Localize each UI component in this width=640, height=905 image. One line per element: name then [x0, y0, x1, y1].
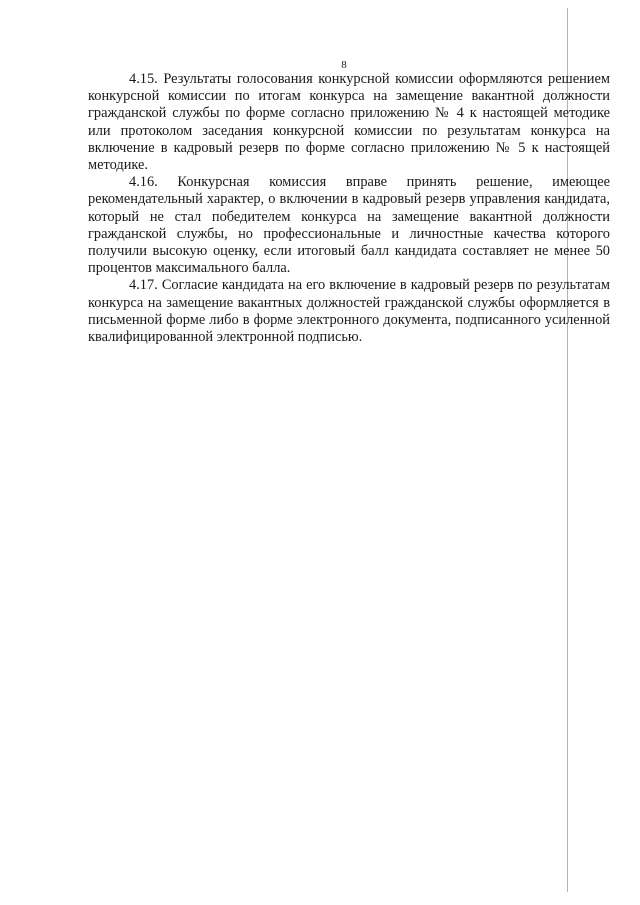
- document-body: [88, 71, 610, 346]
- paragraph-4-17: 4.17. Согласие кандидата на его включение в кадровый резерв по результатам конкурса на замещение вакантных должностей гражданской службы оформляется в письменной форме либо в форме электронного документа, подписанного усиленной квалифицированной электронной подписью.: [88, 277, 610, 346]
- paragraph-4-15: 4.15. Результаты голосования конкурсной комиссии оформляются решением конкурсной комиссии по итогам конкурса на замещение вакантной должности гражданской службы по форме согласно приложению № 4 к настоящей методике или протоколом заседания конкурсной комиссии по результатам конкурса на включение в кадровый резерв по форме согласно приложению № 5 к настоящей методике.: [88, 71, 610, 174]
- paragraph-4-16: 4.16. Конкурсная комиссия вправе принять решение, имеющее рекомендательный характер, о включении в кадровый резерв управления кандидата, который не стал победителем конкурса на замещение вакантной должности гражданской службы, но профессиональные и личностные качества которого получили высокую оценку, если итоговый балл кандидата составляет не менее 50 процентов максимального балла.: [88, 174, 610, 277]
- page-number: 8: [341, 59, 347, 71]
